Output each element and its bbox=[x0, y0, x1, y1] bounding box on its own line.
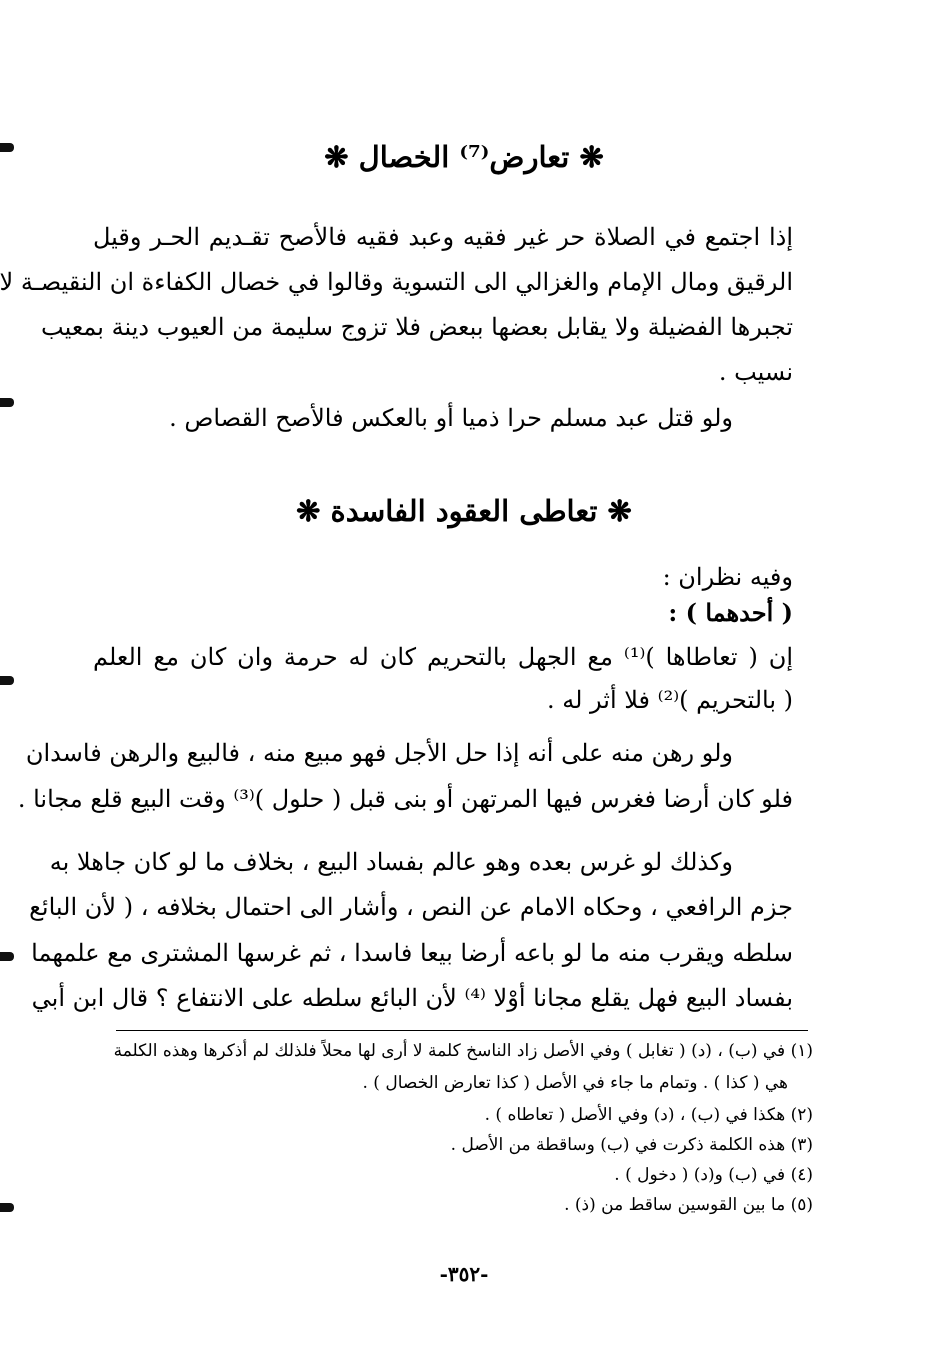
paragraph-line: بفساد البيع فهل يقلع مجانا أوْلا ⁽⁴⁾ لأن البائع سلطه على الانتفاع ؟ قال ابن أبي bbox=[31, 984, 793, 1012]
page-number: -٣٥٢- bbox=[439, 1262, 489, 1286]
footnote-line: (١) في (ب) ، (د) ( تغابل ) وفي الأصل زاد الناسخ كلمة لا أرى لها محلاً فلذلك لم أذكرها وهذه الكلمة bbox=[113, 1041, 813, 1061]
section-heading-conflict-of-traits: ❋ تعارض⁽⁷⁾ الخصال ❋ bbox=[324, 140, 604, 174]
intro-line: وفيه نظران : bbox=[662, 563, 793, 591]
scan-margin-mark bbox=[0, 398, 14, 407]
footnote-line: (٢) هكذا في (ب) ، (د) وفي الأصل ( تعاطاه ) . bbox=[484, 1105, 813, 1125]
paragraph-line: ولو قتل عبد مسلم حرا ذميا أو بالعكس فالأصح القصاص . bbox=[169, 404, 733, 432]
scan-margin-mark bbox=[0, 676, 14, 685]
paragraph-line: إذا اجتمع في الصلاة حر غير فقيه وعبد فقيه فالأصح تقـديم الحـر وقيل bbox=[93, 223, 793, 251]
footnote-separator bbox=[116, 1030, 808, 1031]
paragraph-line: ولو رهن منه على أنه إذا حل الأجل فهو مبيع منه ، فالبيع والرهن فاسدان bbox=[25, 739, 733, 767]
footnote-line: هي ( كذا ) . وتمام ما جاء في الأصل ( كذا تعارض الخصال ) . bbox=[362, 1073, 788, 1093]
paragraph-line: جزم الرافعي ، وحكاه الامام عن النص ، وأشار الى احتمال بخلافه ، ( لأن البائع bbox=[29, 893, 793, 921]
first-view-label: ( أحدهما ) : bbox=[668, 598, 793, 627]
paragraph-line: وكذلك لو غرس بعده وهو عالم بفساد البيع ، بخلاف ما لو كان جاهلا به bbox=[49, 848, 733, 876]
paragraph-line: سلطه ويقرب منه ما لو باعه أرضا بيعا فاسدا ، ثم غرسها المشترى مع علمهما bbox=[31, 939, 793, 967]
scan-margin-mark bbox=[0, 952, 14, 961]
paragraph-line: تجبرها الفضيلة ولا يقابل بعضها ببعض فلا تزوج سليمة من العيوب دينة بمعيب bbox=[41, 313, 793, 341]
paragraph-line: نسيب . bbox=[718, 358, 793, 386]
footnote-line: (٤) في (ب) و(د) ( دخول ) . bbox=[614, 1165, 813, 1185]
section-heading-invalid-contracts: ❋ تعاطى العقود الفاسدة ❋ bbox=[296, 494, 632, 528]
scan-margin-mark bbox=[0, 1203, 14, 1212]
paragraph-line: إن ( تعاطاها )⁽¹⁾ مع الجهل بالتحريم كان له حرمة وان كان مع العلم bbox=[93, 643, 793, 671]
footnote-line: (٣) هذه الكلمة ذكرت في (ب) وساقطة من الأصل . bbox=[450, 1135, 813, 1155]
paragraph-line: ( بالتحريم )⁽²⁾ فلا أثر له . bbox=[546, 686, 793, 714]
footnote-line: (٥) ما بين القوسين ساقط من (ذ) . bbox=[564, 1195, 813, 1215]
paragraph-line: الرقيق ومال الإمام والغزالي الى التسوية وقالوا في خصال الكفاءة ان النقيصـة لا bbox=[0, 268, 793, 296]
paragraph-line: فلو كان أرضا فغرس فيها المرتهن أو بنى قبل ( حلول )⁽³⁾ وقت البيع قلع مجانا . bbox=[17, 785, 793, 813]
